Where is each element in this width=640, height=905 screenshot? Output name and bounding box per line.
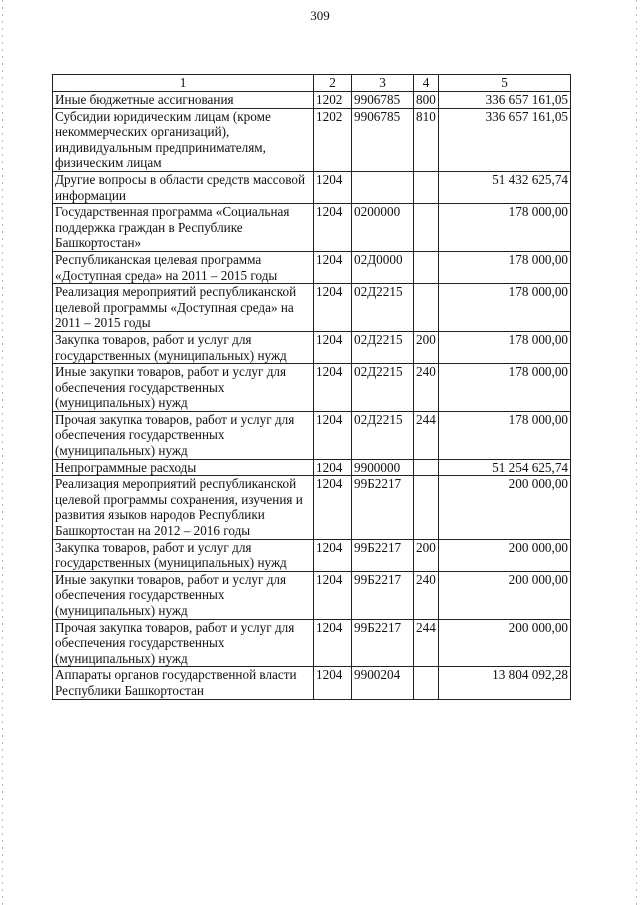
cell-amount: 336 657 161,05 — [439, 92, 571, 109]
table-row — [53, 411, 571, 459]
cell-expense-name: Прочая закупка товаров, работ и услуг для обеспечения государственных (муниципальных) нужд — [53, 411, 314, 459]
cell-amount: 178 000,00 — [439, 251, 571, 283]
cell-expense-name: Закупка товаров, работ и услуг для государственных (муниципальных) нужд — [53, 331, 314, 363]
header-row — [53, 75, 571, 92]
table-row — [53, 619, 571, 667]
cell-section-code: 1202 — [314, 92, 352, 109]
cell-section-code: 1204 — [314, 476, 352, 539]
scan-edge-right — [636, 0, 637, 905]
table-row — [53, 251, 571, 283]
table-header — [53, 75, 571, 92]
cell-amount: 51 254 625,74 — [439, 459, 571, 476]
cell-amount: 51 432 625,74 — [439, 171, 571, 203]
cell-expense-name: Реализация мероприятий республиканской целевой программы сохранения, изучения и развития языков народов Республики Башкортостан на 2012 – 2016 годы — [53, 476, 314, 539]
cell-section-code: 1204 — [314, 539, 352, 571]
cell-expense-name: Прочая закупка товаров, работ и услуг для обеспечения государственных (муниципальных) нужд — [53, 619, 314, 667]
cell-section-code: 1204 — [314, 331, 352, 363]
cell-section-code: 1204 — [314, 619, 352, 667]
cell-expense-type: 240 — [414, 364, 439, 412]
cell-article-code: 0200000 — [352, 204, 414, 252]
cell-expense-name: Иные бюджетные ассигнования — [53, 92, 314, 109]
cell-article-code: 99Б2217 — [352, 539, 414, 571]
cell-article-code: 99Б2217 — [352, 619, 414, 667]
table-row — [53, 459, 571, 476]
cell-section-code: 1204 — [314, 364, 352, 412]
cell-expense-type: 244 — [414, 411, 439, 459]
cell-section-code: 1204 — [314, 284, 352, 332]
cell-expense-type: 810 — [414, 108, 439, 171]
cell-section-code: 1204 — [314, 459, 352, 476]
cell-expense-type: 200 — [414, 539, 439, 571]
cell-section-code: 1204 — [314, 667, 352, 699]
cell-article-code: 02Д2215 — [352, 411, 414, 459]
table-row — [53, 284, 571, 332]
table-row — [53, 571, 571, 619]
cell-expense-name: Закупка товаров, работ и услуг для государственных (муниципальных) нужд — [53, 539, 314, 571]
cell-expense-type: 800 — [414, 92, 439, 109]
cell-article-code: 99Б2217 — [352, 571, 414, 619]
cell-expense-name: Субсидии юридическим лицам (кроме некоммерческих организаций), индивидуальным предпринимателям, физическим лицам — [53, 108, 314, 171]
cell-section-code: 1204 — [314, 171, 352, 203]
cell-article-code: 9906785 — [352, 108, 414, 171]
column-header-name: 1 — [53, 75, 314, 92]
cell-expense-name: Иные закупки товаров, работ и услуг для обеспечения государственных (муниципальных) нужд — [53, 571, 314, 619]
cell-amount: 178 000,00 — [439, 204, 571, 252]
table-row — [53, 476, 571, 539]
table-row — [53, 539, 571, 571]
budget-table — [52, 74, 571, 700]
cell-article-code: 99Б2217 — [352, 476, 414, 539]
table-row — [53, 92, 571, 109]
cell-section-code: 1202 — [314, 108, 352, 171]
cell-amount: 178 000,00 — [439, 364, 571, 412]
cell-expense-name: Непрограммные расходы — [53, 459, 314, 476]
cell-expense-name: Государственная программа «Социальная поддержка граждан в Республике Башкортостан» — [53, 204, 314, 252]
cell-section-code: 1204 — [314, 204, 352, 252]
cell-expense-type: 200 — [414, 331, 439, 363]
page-number: 309 — [310, 8, 330, 23]
cell-expense-type — [414, 476, 439, 539]
cell-article-code: 02Д2215 — [352, 284, 414, 332]
cell-expense-name: Республиканская целевая программа «Доступная среда» на 2011 – 2015 годы — [53, 251, 314, 283]
cell-expense-type — [414, 284, 439, 332]
cell-expense-type — [414, 204, 439, 252]
cell-expense-name: Другие вопросы в области средств массовой информации — [53, 171, 314, 203]
cell-article-code: 02Д0000 — [352, 251, 414, 283]
cell-article-code: 9900000 — [352, 459, 414, 476]
column-header-article: 3 — [352, 75, 414, 92]
cell-expense-type: 244 — [414, 619, 439, 667]
cell-article-code: 9906785 — [352, 92, 414, 109]
table-row — [53, 171, 571, 203]
cell-amount: 200 000,00 — [439, 571, 571, 619]
cell-amount: 200 000,00 — [439, 619, 571, 667]
cell-expense-type — [414, 459, 439, 476]
cell-expense-type — [414, 171, 439, 203]
cell-section-code: 1204 — [314, 571, 352, 619]
cell-amount: 200 000,00 — [439, 539, 571, 571]
cell-section-code: 1204 — [314, 251, 352, 283]
cell-section-code: 1204 — [314, 411, 352, 459]
cell-amount: 200 000,00 — [439, 476, 571, 539]
table-row — [53, 108, 571, 171]
cell-expense-name: Аппараты органов государственной власти Республики Башкортостан — [53, 667, 314, 699]
cell-article-code: 02Д2215 — [352, 364, 414, 412]
column-header-type: 4 — [414, 75, 439, 92]
column-header-section: 2 — [314, 75, 352, 92]
cell-amount: 13 804 092,28 — [439, 667, 571, 699]
scan-edge-left — [2, 0, 3, 905]
cell-expense-name: Реализация мероприятий республиканской целевой программы «Доступная среда» на 2011 – 2015 годы — [53, 284, 314, 332]
cell-expense-type: 240 — [414, 571, 439, 619]
table-row — [53, 331, 571, 363]
cell-article-code: 9900204 — [352, 667, 414, 699]
table-row — [53, 364, 571, 412]
cell-article-code: 02Д2215 — [352, 331, 414, 363]
cell-amount: 336 657 161,05 — [439, 108, 571, 171]
cell-expense-type — [414, 667, 439, 699]
table-body — [53, 92, 571, 700]
cell-expense-name: Иные закупки товаров, работ и услуг для обеспечения государственных (муниципальных) нужд — [53, 364, 314, 412]
table-row — [53, 204, 571, 252]
cell-amount: 178 000,00 — [439, 284, 571, 332]
table-row — [53, 667, 571, 699]
column-header-sum: 5 — [439, 75, 571, 92]
cell-amount: 178 000,00 — [439, 331, 571, 363]
cell-amount: 178 000,00 — [439, 411, 571, 459]
cell-article-code — [352, 171, 414, 203]
cell-expense-type — [414, 251, 439, 283]
